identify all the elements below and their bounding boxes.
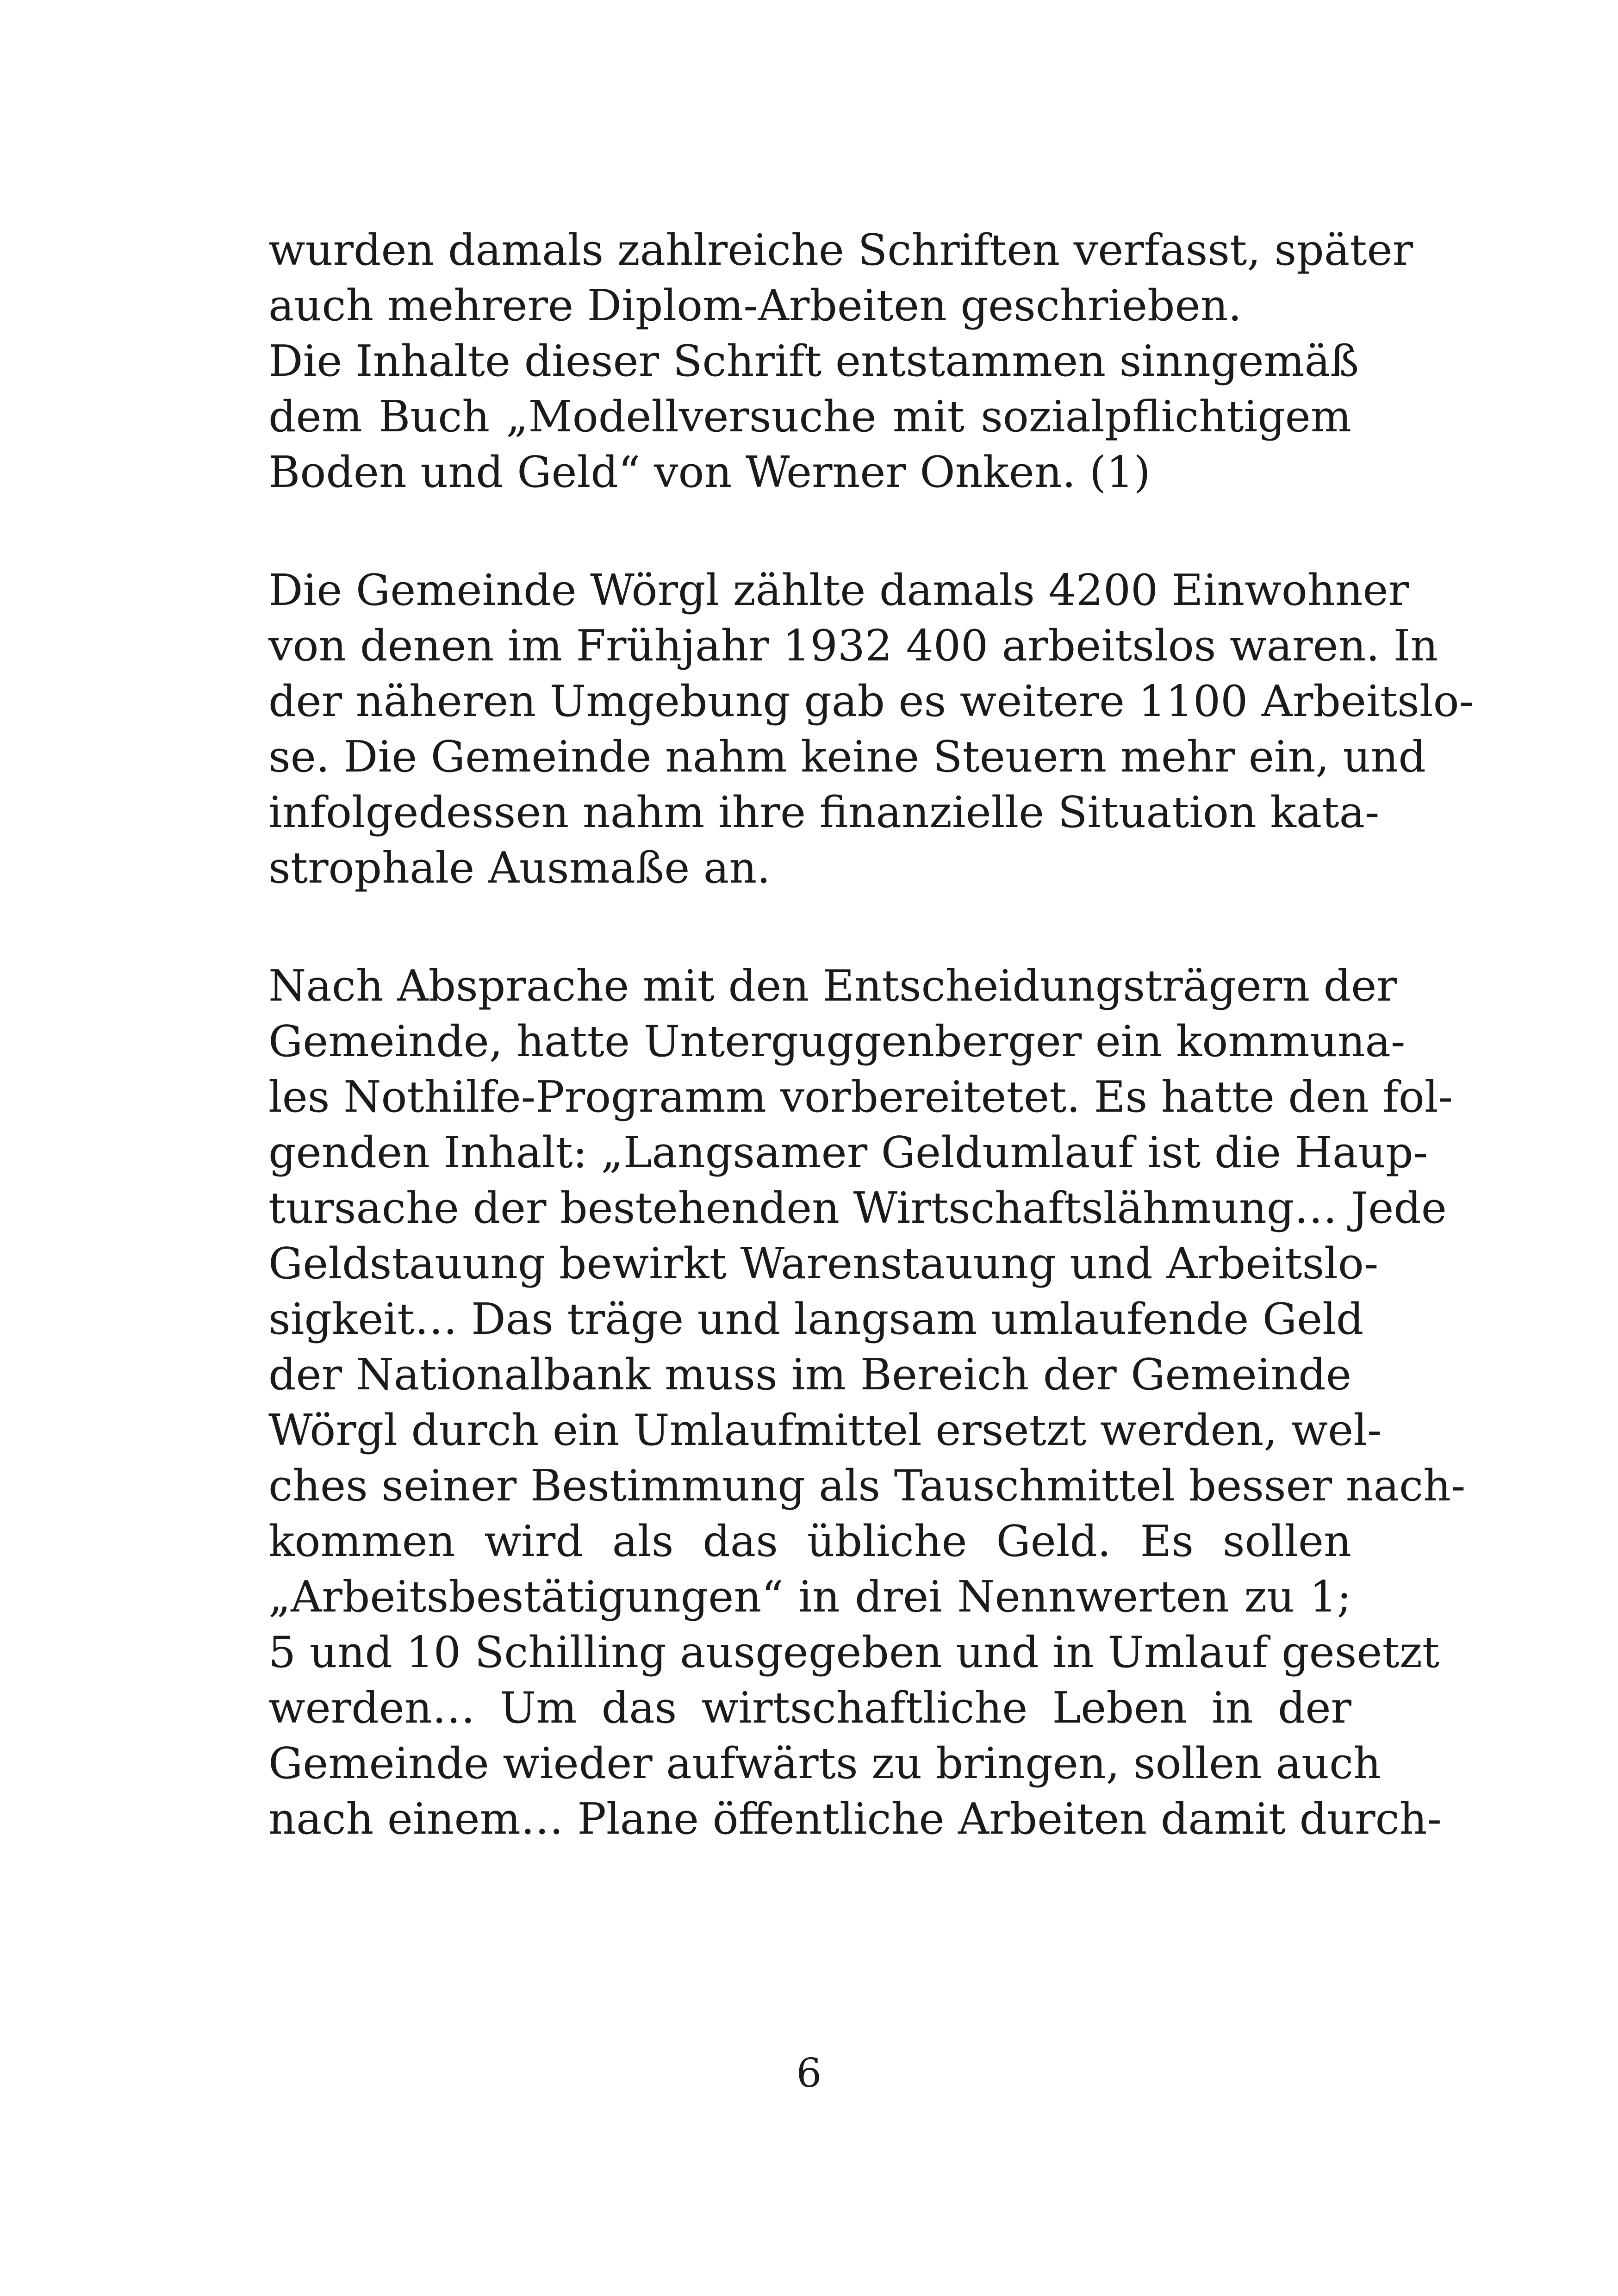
- text-line: Gemeinde, hatte Unterguggenberger ein kommuna-: [268, 1016, 1406, 1066]
- text-line: dem Buch „Modellversuche mit sozialpflichtigem: [268, 392, 1351, 442]
- text-line: 5 und 10 Schilling ausgegeben und in Umlauf gesetzt: [268, 1627, 1440, 1677]
- text-line: Geldstauung bewirkt Warenstauung und Arbeitslo-: [268, 1238, 1379, 1288]
- text-line: tursache der bestehenden Wirtschaftslähmung… Jede: [268, 1183, 1447, 1233]
- text-line: kommen wird als das übliche Geld. Es sollen: [268, 1516, 1351, 1566]
- text-line: nach einem… Plane öffentliche Arbeiten damit durch-: [268, 1794, 1442, 1844]
- text-line: werden… Um das wirtschaftliche Leben in der: [268, 1683, 1351, 1733]
- text-line: „Arbeitsbestätigungen“ in drei Nennwerten zu 1;: [268, 1572, 1351, 1622]
- text-line: der näheren Umgebung gab es weitere 1100 Arbeitslo-: [268, 676, 1474, 726]
- text-line: Nach Absprache mit den Entscheidungsträgern der: [268, 961, 1397, 1011]
- text-line: sigkeit… Das träge und langsam umlaufende Geld: [268, 1294, 1364, 1344]
- text-line: ches seiner Bestimmung als Tauschmittel besser nach-: [268, 1461, 1466, 1511]
- text-line: der Nationalbank muss im Bereich der Gemeinde: [268, 1350, 1351, 1400]
- text-line: Boden und Geld“ von Werner Onken. (1): [268, 447, 1151, 497]
- text-line: wurden damals zahlreiche Schriften verfasst, später: [268, 225, 1413, 275]
- text-line: genden Inhalt: „Langsamer Geldumlauf ist die Haup-: [268, 1127, 1428, 1177]
- paragraph-gap: [268, 896, 1351, 958]
- page-number: 6: [796, 2050, 822, 2097]
- text-line: strophale Ausmaße an.: [268, 843, 771, 893]
- text-line: Die Gemeinde Wörgl zählte damals 4200 Einwohner: [268, 565, 1409, 615]
- text-line: auch mehrere Diplom-Arbeiten geschrieben.: [268, 280, 1242, 330]
- text-line: Die Inhalte dieser Schrift entstammen sinngemäß: [268, 336, 1359, 386]
- body-text: [268, 222, 1474, 1847]
- text-line: infolgedessen nahm ihre finanzielle Situation kata-: [268, 787, 1380, 837]
- text-line: von denen im Frühjahr 1932 400 arbeitslos waren. In: [268, 621, 1438, 671]
- text-line: Gemeinde wieder aufwärts zu bringen, sollen auch: [268, 1738, 1381, 1788]
- paragraph-gap: [268, 500, 1351, 562]
- text-line: Wörgl durch ein Umlaufmittel ersetzt werden, wel-: [268, 1405, 1382, 1455]
- text-line: les Nothilfe-Programm vorbereitetet. Es hatte den fol-: [268, 1072, 1453, 1122]
- text-line: se. Die Gemeinde nahm keine Steuern mehr ein, und: [268, 732, 1426, 782]
